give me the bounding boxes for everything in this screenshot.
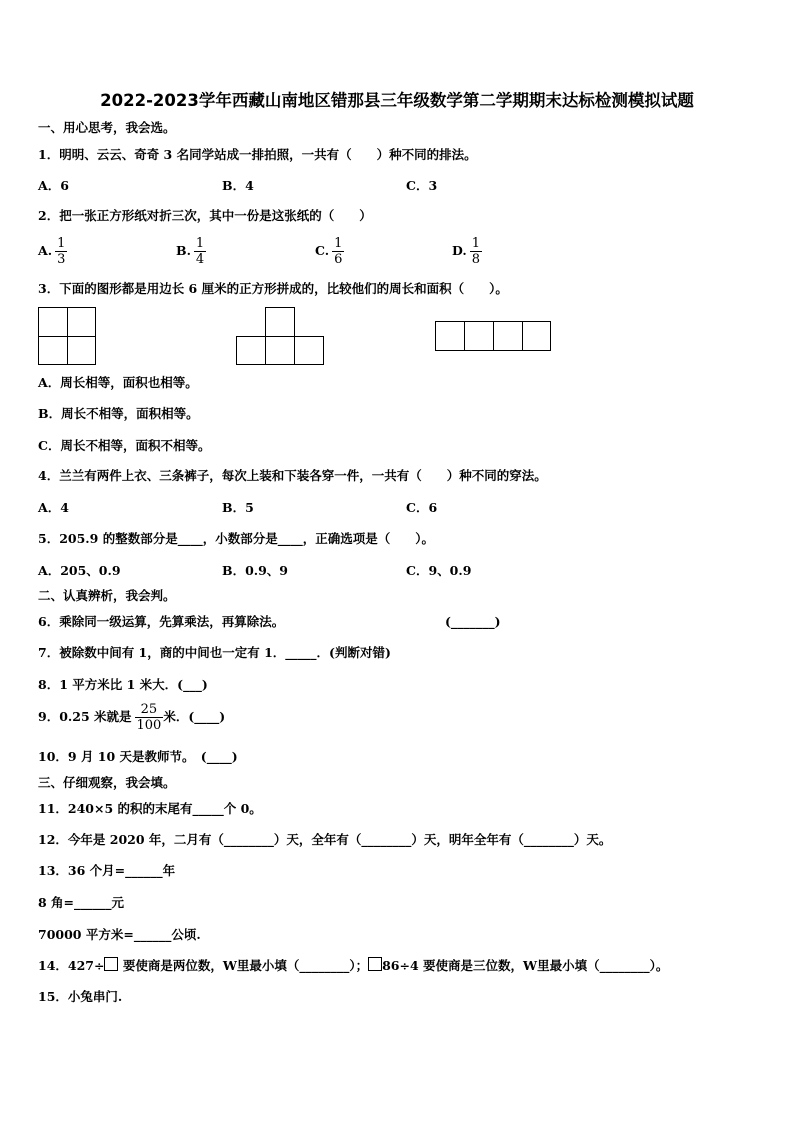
figure-t-shape [236, 307, 324, 365]
q5-option-b: B．0.9、9 [222, 563, 289, 578]
question-4: 4．兰兰有两件上衣、三条裤子，每次上装和下装各穿一件，一共有（ ）种不同的穿法。 [38, 468, 547, 483]
fraction: $\frac{1}{8}$ [471, 236, 481, 267]
fraction: $\frac{1}{4}$ [195, 236, 205, 267]
q2-option-c: C. $\frac{1}{6}$ [315, 236, 343, 267]
q1-option-a: A．6 [38, 178, 69, 193]
question-10: 10．9 月 10 天是教师节。 (____) [38, 749, 238, 764]
section-heading-2: 二、认真辨析，我会判。 [38, 588, 176, 603]
question-5: 5．205.9 的整数部分是____，小数部分是____，正确选项是（ ）。 [38, 531, 434, 546]
q5-option-a: A．205、0.9 [38, 563, 121, 578]
question-2: 2．把一张正方形纸对折三次，其中一份是这张纸的（ ） [38, 208, 372, 223]
q6-answer-blank[interactable]: (_______) [445, 614, 501, 629]
question-3: 3．下面的图形都是用边长 6 厘米的正方形拼成的，比较他们的周长和面积（ ）。 [38, 281, 508, 296]
fraction: $\frac{25}{100}$ [136, 702, 162, 733]
q4-option-b: B．5 [222, 500, 254, 515]
question-1: 1．明明、云云、奇奇 3 名同学站成一排拍照，一共有（ ）种不同的排法。 [38, 147, 477, 162]
q1-option-c: C．3 [406, 178, 438, 193]
blank-box-icon [104, 957, 118, 971]
question-9: 9．0.25 米就是 $\frac{25}{100}$ 米．(____) [38, 702, 226, 733]
blank-box-icon [368, 957, 382, 971]
fraction: $\frac{1}{6}$ [334, 236, 343, 267]
q1-option-b: B．4 [222, 178, 254, 193]
figure-row-1x4 [435, 321, 551, 351]
question-13-line-2: 8 角=______元 [38, 895, 125, 910]
question-8: 8．1 平方米比 1 米大．(___) [38, 677, 208, 692]
q2-option-b: B. $\frac{1}{4}$ [176, 236, 205, 267]
question-13-line-1: 13．36 个月=______年 [38, 863, 176, 878]
q5-option-c: C．9、0.9 [406, 563, 472, 578]
question-7: 7．被除数中间有 1，商的中间也一定有 1．_____．(判断对错) [38, 645, 391, 660]
question-6: 6．乘除同一级运算，先算乘法，再算除法。 [38, 614, 285, 629]
page-title: 2022-2023学年西藏山南地区错那县三年级数学第二学期期末达标检测模拟试题 [100, 91, 694, 110]
q2-option-a: A. $\frac{1}{3}$ [38, 236, 66, 267]
question-11: 11．240×5 的积的末尾有_____个 0。 [38, 801, 262, 816]
question-15: 15．小兔串门. [38, 989, 123, 1004]
question-12: 12．今年是 2020 年，二月有（________）天，全年有（________）天，明年全年有（________）天。 [38, 832, 612, 847]
figure-square-2x2 [38, 307, 96, 365]
q3-option-b: B．周长不相等，面积相等。 [38, 406, 199, 421]
section-heading-1: 一、用心思考，我会选。 [38, 120, 176, 135]
q3-option-c: C．周长不相等，面积不相等。 [38, 438, 211, 453]
section-heading-3: 三、仔细观察，我会填。 [38, 775, 176, 790]
question-13-line-3: 70000 平方米=______公顷. [38, 927, 201, 942]
question-14: 14．427÷ 要使商是两位数，W里最小填（________）； 86÷4 要使商是三位数，W里最小填（________）。 [38, 958, 669, 973]
q4-option-a: A．4 [38, 500, 69, 515]
fraction: $\frac{1}{3}$ [57, 236, 66, 267]
q4-option-c: C．6 [406, 500, 438, 515]
q2-option-d: D. $\frac{1}{8}$ [452, 236, 481, 267]
q3-option-a: A．周长相等，面积也相等。 [38, 375, 198, 390]
